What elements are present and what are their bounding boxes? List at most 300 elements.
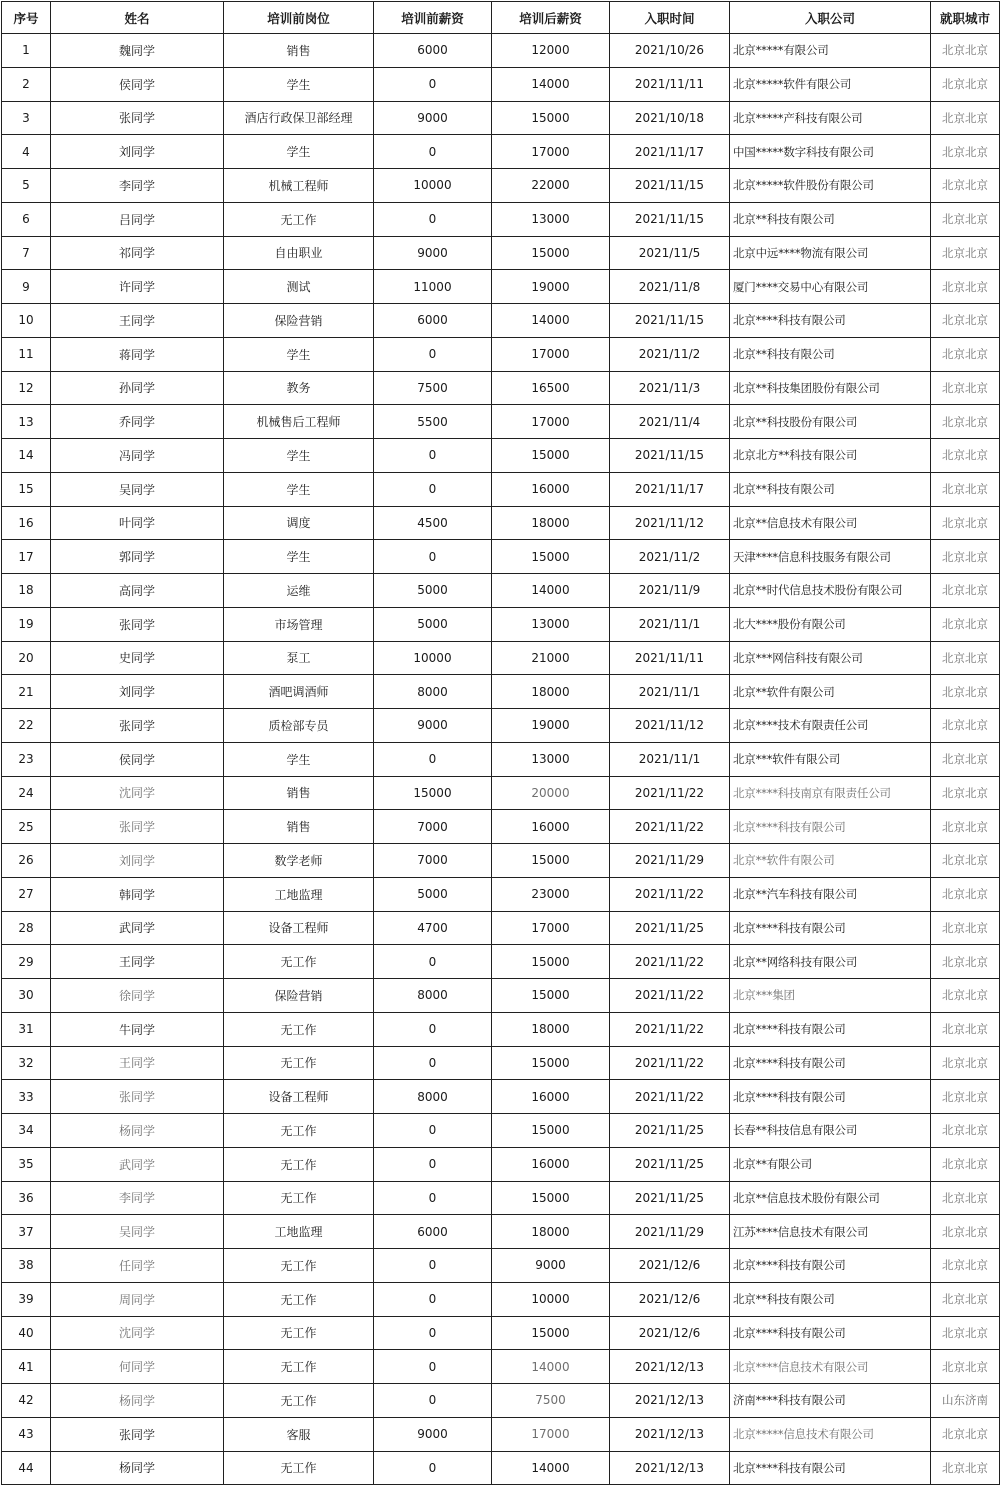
- cell-hire-date: 2021/11/22: [610, 979, 730, 1013]
- cell-previous-salary: 6000: [374, 1215, 492, 1249]
- cell-name: 王同学: [51, 945, 224, 979]
- cell-city: 北京北京: [931, 675, 1000, 709]
- cell-previous-salary: 0: [374, 472, 492, 506]
- cell-index: 25: [2, 810, 51, 844]
- cell-new-salary: 22000: [492, 169, 610, 203]
- cell-city: 北京北京: [931, 371, 1000, 405]
- cell-index: 17: [2, 540, 51, 574]
- cell-new-salary: 17000: [492, 135, 610, 169]
- cell-previous-salary: 0: [374, 1181, 492, 1215]
- cell-previous-salary: 0: [374, 1147, 492, 1181]
- table-body: [2, 34, 1000, 1485]
- cell-new-salary: 19000: [492, 709, 610, 743]
- cell-hire-date: 2021/11/2: [610, 540, 730, 574]
- cell-company: 北京*****产科技有限公司: [730, 101, 931, 135]
- table-row: [2, 810, 1000, 844]
- cell-previous-salary: 9000: [374, 101, 492, 135]
- cell-city: 北京北京: [931, 641, 1000, 675]
- table-row: [2, 1046, 1000, 1080]
- cell-name: 张同学: [51, 101, 224, 135]
- cell-previous-position: 无工作: [224, 202, 374, 236]
- cell-name: 武同学: [51, 911, 224, 945]
- cell-previous-salary: 15000: [374, 776, 492, 810]
- cell-hire-date: 2021/11/25: [610, 1147, 730, 1181]
- cell-index: 5: [2, 169, 51, 203]
- table-row: [2, 101, 1000, 135]
- cell-hire-date: 2021/11/29: [610, 844, 730, 878]
- cell-hire-date: 2021/11/5: [610, 236, 730, 270]
- cell-name: 刘同学: [51, 844, 224, 878]
- cell-name: 刘同学: [51, 675, 224, 709]
- cell-name: 杨同学: [51, 1451, 224, 1485]
- cell-index: 10: [2, 304, 51, 338]
- cell-company: 济南****科技有限公司: [730, 1384, 931, 1418]
- cell-index: 42: [2, 1384, 51, 1418]
- cell-index: 4: [2, 135, 51, 169]
- cell-new-salary: 15000: [492, 1181, 610, 1215]
- cell-previous-position: 设备工程师: [224, 1080, 374, 1114]
- cell-hire-date: 2021/11/1: [610, 607, 730, 641]
- table-row: [2, 506, 1000, 540]
- cell-new-salary: 15000: [492, 945, 610, 979]
- cell-previous-position: 市场管理: [224, 607, 374, 641]
- cell-name: 刘同学: [51, 135, 224, 169]
- cell-new-salary: 16000: [492, 1080, 610, 1114]
- cell-previous-position: 无工作: [224, 1384, 374, 1418]
- cell-city: 北京北京: [931, 810, 1000, 844]
- cell-company: 北京****科技有限公司: [730, 1316, 931, 1350]
- cell-index: 13: [2, 405, 51, 439]
- cell-hire-date: 2021/12/13: [610, 1350, 730, 1384]
- cell-previous-position: 泵工: [224, 641, 374, 675]
- cell-company: 北京****科技有限公司: [730, 810, 931, 844]
- cell-city: 北京北京: [931, 911, 1000, 945]
- cell-index: 36: [2, 1181, 51, 1215]
- table-row: [2, 405, 1000, 439]
- cell-name: 高同学: [51, 574, 224, 608]
- cell-company: 北京**科技有限公司: [730, 337, 931, 371]
- cell-previous-salary: 4700: [374, 911, 492, 945]
- cell-city: 北京北京: [931, 236, 1000, 270]
- cell-previous-position: 无工作: [224, 1147, 374, 1181]
- cell-new-salary: 23000: [492, 877, 610, 911]
- cell-previous-position: 销售: [224, 34, 374, 68]
- cell-name: 张同学: [51, 810, 224, 844]
- cell-company: 北京**软件有限公司: [730, 675, 931, 709]
- cell-previous-position: 无工作: [224, 1181, 374, 1215]
- cell-new-salary: 12000: [492, 34, 610, 68]
- cell-hire-date: 2021/11/29: [610, 1215, 730, 1249]
- cell-company: 北京**网络科技有限公司: [730, 945, 931, 979]
- table-row: [2, 135, 1000, 169]
- cell-hire-date: 2021/12/6: [610, 1316, 730, 1350]
- cell-hire-date: 2021/11/4: [610, 405, 730, 439]
- cell-hire-date: 2021/10/18: [610, 101, 730, 135]
- cell-new-salary: 15000: [492, 1316, 610, 1350]
- cell-previous-position: 无工作: [224, 1012, 374, 1046]
- cell-previous-salary: 0: [374, 1451, 492, 1485]
- cell-city: 北京北京: [931, 1012, 1000, 1046]
- cell-hire-date: 2021/11/22: [610, 1046, 730, 1080]
- cell-city: 北京北京: [931, 540, 1000, 574]
- cell-index: 32: [2, 1046, 51, 1080]
- cell-previous-salary: 0: [374, 1114, 492, 1148]
- cell-previous-salary: 0: [374, 540, 492, 574]
- table-row: [2, 67, 1000, 101]
- cell-index: 1: [2, 34, 51, 68]
- cell-name: 蒋同学: [51, 337, 224, 371]
- cell-company: 北京*****信息技术有限公司: [730, 1417, 931, 1451]
- cell-name: 魏同学: [51, 34, 224, 68]
- cell-previous-position: 机械工程师: [224, 169, 374, 203]
- cell-name: 任同学: [51, 1249, 224, 1283]
- cell-company: 北京**科技股份有限公司: [730, 405, 931, 439]
- column-header-name: 姓名: [51, 2, 224, 34]
- cell-city: 北京北京: [931, 844, 1000, 878]
- cell-name: 张同学: [51, 709, 224, 743]
- cell-previous-salary: 0: [374, 742, 492, 776]
- cell-city: 北京北京: [931, 1249, 1000, 1283]
- table-row: [2, 675, 1000, 709]
- cell-name: 张同学: [51, 1080, 224, 1114]
- column-header-hire-date: 入职时间: [610, 2, 730, 34]
- cell-hire-date: 2021/12/13: [610, 1451, 730, 1485]
- cell-city: 北京北京: [931, 1451, 1000, 1485]
- cell-city: 北京北京: [931, 67, 1000, 101]
- cell-previous-position: 销售: [224, 776, 374, 810]
- cell-company: 北京****科技有限公司: [730, 1451, 931, 1485]
- cell-company: 北京****科技有限公司: [730, 1080, 931, 1114]
- cell-name: 张同学: [51, 1417, 224, 1451]
- cell-new-salary: 15000: [492, 1046, 610, 1080]
- cell-previous-salary: 6000: [374, 304, 492, 338]
- cell-company: 北京****科技有限公司: [730, 304, 931, 338]
- cell-company: 北京北方**科技有限公司: [730, 439, 931, 473]
- cell-previous-salary: 5500: [374, 405, 492, 439]
- cell-company: 北京****科技有限公司: [730, 1249, 931, 1283]
- cell-previous-position: 保险营销: [224, 304, 374, 338]
- cell-previous-position: 无工作: [224, 1451, 374, 1485]
- table-row: [2, 979, 1000, 1013]
- cell-previous-position: 客服: [224, 1417, 374, 1451]
- cell-city: 北京北京: [931, 776, 1000, 810]
- cell-previous-position: 无工作: [224, 1114, 374, 1148]
- cell-new-salary: 15000: [492, 540, 610, 574]
- cell-hire-date: 2021/11/15: [610, 169, 730, 203]
- cell-index: 11: [2, 337, 51, 371]
- cell-index: 39: [2, 1282, 51, 1316]
- cell-name: 杨同学: [51, 1114, 224, 1148]
- cell-name: 侯同学: [51, 742, 224, 776]
- cell-city: 北京北京: [931, 1114, 1000, 1148]
- cell-company: 北京****信息技术有限公司: [730, 1350, 931, 1384]
- cell-new-salary: 14000: [492, 574, 610, 608]
- cell-company: 北京*****软件股份有限公司: [730, 169, 931, 203]
- cell-name: 徐同学: [51, 979, 224, 1013]
- cell-previous-salary: 9000: [374, 236, 492, 270]
- cell-new-salary: 13000: [492, 742, 610, 776]
- cell-index: 14: [2, 439, 51, 473]
- cell-previous-position: 无工作: [224, 1316, 374, 1350]
- cell-name: 史同学: [51, 641, 224, 675]
- cell-index: 7: [2, 236, 51, 270]
- cell-city: 北京北京: [931, 439, 1000, 473]
- table-row: [2, 371, 1000, 405]
- cell-previous-position: 无工作: [224, 1350, 374, 1384]
- cell-city: 北京北京: [931, 1215, 1000, 1249]
- cell-city: 北京北京: [931, 979, 1000, 1013]
- cell-hire-date: 2021/11/1: [610, 675, 730, 709]
- cell-city: 北京北京: [931, 337, 1000, 371]
- cell-company: 北京**汽车科技有限公司: [730, 877, 931, 911]
- cell-hire-date: 2021/11/15: [610, 304, 730, 338]
- cell-new-salary: 16500: [492, 371, 610, 405]
- cell-city: 北京北京: [931, 1046, 1000, 1080]
- column-header-previous-salary: 培训前薪资: [374, 2, 492, 34]
- cell-previous-position: 无工作: [224, 1249, 374, 1283]
- cell-company: 北京**信息技术股份有限公司: [730, 1181, 931, 1215]
- cell-company: 北京****技术有限责任公司: [730, 709, 931, 743]
- cell-previous-salary: 5000: [374, 574, 492, 608]
- cell-city: 北京北京: [931, 1417, 1000, 1451]
- cell-hire-date: 2021/11/1: [610, 742, 730, 776]
- cell-previous-salary: 0: [374, 1012, 492, 1046]
- cell-new-salary: 15000: [492, 979, 610, 1013]
- cell-index: 3: [2, 101, 51, 135]
- table-row: [2, 270, 1000, 304]
- cell-new-salary: 15000: [492, 101, 610, 135]
- table-row: [2, 202, 1000, 236]
- cell-new-salary: 21000: [492, 641, 610, 675]
- cell-previous-salary: 10000: [374, 169, 492, 203]
- cell-hire-date: 2021/11/22: [610, 776, 730, 810]
- table-row: [2, 1384, 1000, 1418]
- table-row: [2, 1114, 1000, 1148]
- column-header-new-salary: 培训后薪资: [492, 2, 610, 34]
- cell-index: 27: [2, 877, 51, 911]
- cell-name: 牛同学: [51, 1012, 224, 1046]
- table-row: [2, 607, 1000, 641]
- cell-index: 16: [2, 506, 51, 540]
- cell-previous-salary: 0: [374, 439, 492, 473]
- cell-previous-position: 学生: [224, 540, 374, 574]
- cell-new-salary: 14000: [492, 304, 610, 338]
- cell-previous-salary: 8000: [374, 979, 492, 1013]
- table-row: [2, 1215, 1000, 1249]
- cell-company: 北京****科技有限公司: [730, 1012, 931, 1046]
- cell-new-salary: 14000: [492, 1350, 610, 1384]
- cell-city: 北京北京: [931, 169, 1000, 203]
- cell-hire-date: 2021/11/15: [610, 439, 730, 473]
- cell-hire-date: 2021/10/26: [610, 34, 730, 68]
- cell-index: 29: [2, 945, 51, 979]
- cell-previous-salary: 0: [374, 67, 492, 101]
- cell-index: 26: [2, 844, 51, 878]
- column-header-previous-position: 培训前岗位: [224, 2, 374, 34]
- cell-new-salary: 16000: [492, 472, 610, 506]
- column-header-city: 就职城市: [931, 2, 1000, 34]
- cell-previous-salary: 8000: [374, 675, 492, 709]
- cell-index: 19: [2, 607, 51, 641]
- cell-previous-salary: 7500: [374, 371, 492, 405]
- cell-previous-position: 自由职业: [224, 236, 374, 270]
- cell-previous-position: 销售: [224, 810, 374, 844]
- cell-previous-salary: 0: [374, 202, 492, 236]
- cell-city: 北京北京: [931, 709, 1000, 743]
- cell-index: 33: [2, 1080, 51, 1114]
- cell-new-salary: 18000: [492, 675, 610, 709]
- table-row: [2, 641, 1000, 675]
- cell-previous-salary: 11000: [374, 270, 492, 304]
- cell-index: 23: [2, 742, 51, 776]
- cell-new-salary: 9000: [492, 1249, 610, 1283]
- cell-previous-position: 学生: [224, 135, 374, 169]
- cell-name: 祁同学: [51, 236, 224, 270]
- cell-previous-salary: 6000: [374, 34, 492, 68]
- cell-company: 北京****科技南京有限责任公司: [730, 776, 931, 810]
- cell-company: 长春**科技信息有限公司: [730, 1114, 931, 1148]
- cell-index: 21: [2, 675, 51, 709]
- cell-name: 沈同学: [51, 776, 224, 810]
- cell-previous-salary: 0: [374, 1046, 492, 1080]
- header-row: [2, 2, 1000, 34]
- cell-hire-date: 2021/11/12: [610, 506, 730, 540]
- cell-previous-position: 无工作: [224, 945, 374, 979]
- cell-index: 34: [2, 1114, 51, 1148]
- cell-previous-salary: 8000: [374, 1080, 492, 1114]
- cell-company: 北京**科技集团股份有限公司: [730, 371, 931, 405]
- cell-new-salary: 17000: [492, 1417, 610, 1451]
- cell-hire-date: 2021/11/25: [610, 911, 730, 945]
- cell-hire-date: 2021/12/13: [610, 1417, 730, 1451]
- cell-previous-salary: 4500: [374, 506, 492, 540]
- cell-index: 9: [2, 270, 51, 304]
- cell-new-salary: 18000: [492, 1215, 610, 1249]
- cell-new-salary: 14000: [492, 67, 610, 101]
- cell-hire-date: 2021/11/25: [610, 1114, 730, 1148]
- cell-name: 孙同学: [51, 371, 224, 405]
- cell-index: 35: [2, 1147, 51, 1181]
- table-row: [2, 945, 1000, 979]
- cell-previous-salary: 5000: [374, 877, 492, 911]
- cell-city: 北京北京: [931, 1350, 1000, 1384]
- cell-company: 北京中远****物流有限公司: [730, 236, 931, 270]
- cell-new-salary: 16000: [492, 810, 610, 844]
- cell-previous-salary: 0: [374, 1316, 492, 1350]
- cell-city: 北京北京: [931, 270, 1000, 304]
- cell-previous-salary: 0: [374, 135, 492, 169]
- cell-index: 18: [2, 574, 51, 608]
- cell-index: 44: [2, 1451, 51, 1485]
- cell-name: 吴同学: [51, 472, 224, 506]
- cell-index: 41: [2, 1350, 51, 1384]
- cell-city: 北京北京: [931, 506, 1000, 540]
- table-row: [2, 709, 1000, 743]
- cell-new-salary: 14000: [492, 1451, 610, 1485]
- cell-name: 乔同学: [51, 405, 224, 439]
- cell-previous-position: 测试: [224, 270, 374, 304]
- cell-index: 6: [2, 202, 51, 236]
- cell-company: 北京**科技有限公司: [730, 472, 931, 506]
- cell-new-salary: 17000: [492, 337, 610, 371]
- table-row: [2, 34, 1000, 68]
- cell-hire-date: 2021/12/13: [610, 1384, 730, 1418]
- cell-previous-position: 机械售后工程师: [224, 405, 374, 439]
- cell-new-salary: 13000: [492, 202, 610, 236]
- cell-index: 15: [2, 472, 51, 506]
- table-row: [2, 1080, 1000, 1114]
- cell-hire-date: 2021/11/17: [610, 135, 730, 169]
- table-row: [2, 911, 1000, 945]
- cell-city: 北京北京: [931, 945, 1000, 979]
- cell-new-salary: 17000: [492, 911, 610, 945]
- cell-company: 厦门****交易中心有限公司: [730, 270, 931, 304]
- table-row: [2, 1350, 1000, 1384]
- cell-hire-date: 2021/11/22: [610, 1012, 730, 1046]
- cell-company: 北京**时代信息技术股份有限公司: [730, 574, 931, 608]
- cell-hire-date: 2021/11/22: [610, 945, 730, 979]
- cell-previous-salary: 0: [374, 1249, 492, 1283]
- column-header-index: 序号: [2, 2, 51, 34]
- cell-previous-salary: 0: [374, 1282, 492, 1316]
- cell-new-salary: 10000: [492, 1282, 610, 1316]
- cell-previous-salary: 7000: [374, 844, 492, 878]
- cell-previous-position: 学生: [224, 439, 374, 473]
- cell-name: 叶同学: [51, 506, 224, 540]
- cell-previous-salary: 5000: [374, 607, 492, 641]
- cell-index: 24: [2, 776, 51, 810]
- table-row: [2, 540, 1000, 574]
- cell-new-salary: 17000: [492, 405, 610, 439]
- cell-name: 张同学: [51, 607, 224, 641]
- cell-company: 北京***软件有限公司: [730, 742, 931, 776]
- table-row: [2, 472, 1000, 506]
- cell-hire-date: 2021/12/6: [610, 1282, 730, 1316]
- cell-hire-date: 2021/11/22: [610, 810, 730, 844]
- cell-hire-date: 2021/11/12: [610, 709, 730, 743]
- cell-previous-position: 设备工程师: [224, 911, 374, 945]
- table-row: [2, 776, 1000, 810]
- cell-name: 冯同学: [51, 439, 224, 473]
- cell-city: 北京北京: [931, 742, 1000, 776]
- cell-city: 北京北京: [931, 1080, 1000, 1114]
- cell-company: 北京****科技有限公司: [730, 1046, 931, 1080]
- cell-company: 北大****股份有限公司: [730, 607, 931, 641]
- cell-name: 许同学: [51, 270, 224, 304]
- cell-new-salary: 20000: [492, 776, 610, 810]
- cell-index: 38: [2, 1249, 51, 1283]
- cell-name: 韩同学: [51, 877, 224, 911]
- table-row: [2, 574, 1000, 608]
- cell-company: 江苏****信息技术有限公司: [730, 1215, 931, 1249]
- cell-new-salary: 18000: [492, 1012, 610, 1046]
- cell-new-salary: 7500: [492, 1384, 610, 1418]
- cell-hire-date: 2021/11/11: [610, 67, 730, 101]
- table-row: [2, 742, 1000, 776]
- cell-index: 37: [2, 1215, 51, 1249]
- cell-name: 侯同学: [51, 67, 224, 101]
- cell-previous-position: 工地监理: [224, 1215, 374, 1249]
- cell-name: 何同学: [51, 1350, 224, 1384]
- cell-previous-position: 无工作: [224, 1046, 374, 1080]
- cell-previous-position: 教务: [224, 371, 374, 405]
- cell-index: 43: [2, 1417, 51, 1451]
- cell-previous-salary: 10000: [374, 641, 492, 675]
- cell-index: 20: [2, 641, 51, 675]
- cell-hire-date: 2021/11/8: [610, 270, 730, 304]
- cell-company: 北京*****软件有限公司: [730, 67, 931, 101]
- cell-name: 王同学: [51, 304, 224, 338]
